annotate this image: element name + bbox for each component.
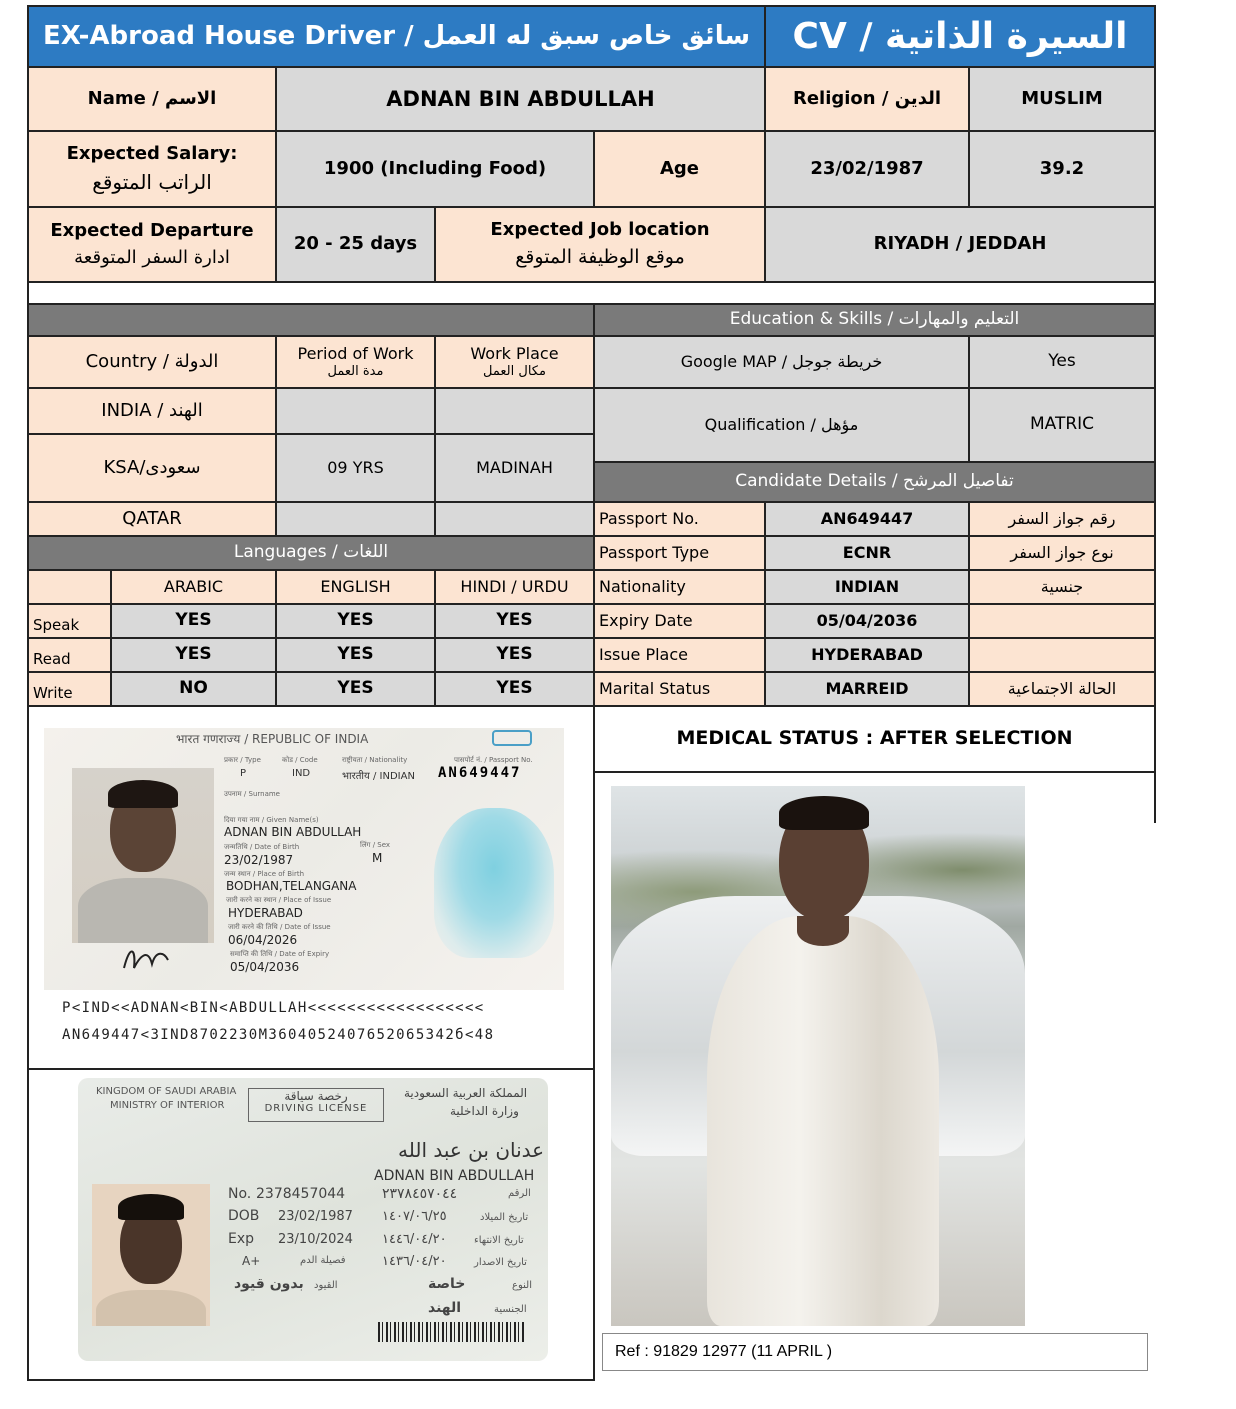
passport-type-text: P (240, 768, 247, 779)
religion-value (968, 66, 1156, 132)
cand-label-2-text: Passport Type (599, 543, 710, 562)
passport-code-text: IND (292, 768, 311, 779)
cand-ar-3 (968, 569, 1156, 605)
cand-label-4 (593, 603, 766, 639)
candidate-header (593, 461, 1156, 503)
cand-label-3-text: Nationality (599, 577, 686, 596)
license-type (428, 1276, 465, 1292)
lang-read-arabic-text: YES (175, 644, 212, 665)
passport-sex-text: M (372, 851, 383, 865)
lang-row-read-text: Read (33, 650, 71, 669)
lang-row-speak-text: Speak (33, 616, 80, 635)
country-header-text: Country / الدولة (85, 350, 219, 372)
license-no-label (228, 1186, 251, 1202)
license-no-label-text: No. (228, 1186, 252, 1202)
passport-nationality-label-text: राष्ट्रीयता / Nationality (342, 756, 408, 764)
license-title-ar: رخصة سياقة (284, 1089, 348, 1103)
license-moi-ar (450, 1104, 519, 1118)
license-ksa-en (96, 1086, 236, 1097)
lang-speak-hindi-text: YES (496, 610, 533, 631)
name-value-text: ADNAN BIN ABDULLAH (386, 86, 655, 111)
departure-label (27, 206, 277, 283)
lang-col-hindi (434, 569, 595, 605)
lang-read-english-text: YES (337, 644, 374, 665)
license-blood-ar-label (300, 1255, 346, 1266)
passport-header-text: भारत गणराज्य / REPUBLIC OF INDIA (176, 732, 369, 746)
license-moi-en (110, 1100, 224, 1111)
cand-label-1-text: Passport No. (599, 509, 699, 528)
passport-nationality-text: भारतीय / INDIAN (342, 771, 415, 782)
license-title-en: DRIVING LICENSE (264, 1103, 368, 1114)
license-exp-ar-text: ١٤٤٦/٠٤/٢٠ (382, 1232, 447, 1247)
exp-country-2-text: KSA/سعودى (103, 456, 201, 478)
passport-ghost-image (434, 808, 554, 958)
license-moi-ar-text: وزارة الداخلية (450, 1104, 519, 1118)
cv-title (27, 5, 766, 68)
departure-label-ar: ادارة السفر المتوقعة (74, 246, 230, 268)
license-type-label (512, 1280, 532, 1291)
cv-heading (764, 5, 1156, 68)
religion-label (764, 66, 970, 132)
passport-number-text: AN649447 (438, 765, 522, 781)
license-nationality-label (494, 1304, 527, 1315)
spacer-row (27, 281, 1156, 305)
lang-read-arabic (110, 637, 277, 673)
license-dob-text: 23/02/1987 (278, 1209, 353, 1224)
name-label-text: Name / الاسم (87, 87, 217, 109)
cand-label-3 (593, 569, 766, 605)
cand-value-1 (764, 501, 970, 537)
departure-value-text: 20 - 25 days (293, 233, 418, 255)
exp-place-2-text: MADINAH (476, 458, 553, 477)
exp-period-3 (275, 501, 436, 537)
lang-row-write-text: Write (33, 684, 73, 703)
job-location-label-ar: موقع الوظيفة المتوقع (515, 245, 685, 268)
cand-label-5 (593, 637, 766, 673)
passport-dob-label (224, 843, 299, 852)
name-label (27, 66, 277, 132)
license-no-ar (382, 1186, 457, 1202)
cand-label-1 (593, 501, 766, 537)
documents-divider (27, 1068, 595, 1070)
lang-write-english-text: YES (337, 678, 374, 699)
cand-ar-5 (968, 637, 1156, 673)
name-value (275, 66, 766, 132)
lang-speak-english-text: YES (337, 610, 374, 631)
license-dob-ar (382, 1209, 447, 1224)
medical-status (593, 705, 1156, 773)
license-exp-label-text: Exp (228, 1231, 255, 1247)
passport-mrz-2 (62, 1027, 494, 1043)
passport-code-label-text: कोड / Code (282, 756, 318, 764)
lang-speak-english (275, 603, 436, 639)
license-no-text: 2378457044 (256, 1186, 346, 1202)
passport-dob-text: 23/02/1987 (224, 853, 294, 867)
license-blood-ar-label-text: فصيلة الدم (300, 1255, 346, 1266)
passport-emblem (492, 730, 532, 746)
passport-doe-text: 05/04/2036 (230, 960, 300, 974)
license-name-ar-text: عدنان بن عبد الله (398, 1138, 545, 1162)
cand-ar-1-text: رقم جواز السفر (1008, 509, 1116, 528)
license-exp-ar-label (474, 1235, 524, 1246)
google-map-label (593, 335, 970, 389)
passport-doi-text: 06/04/2026 (228, 933, 298, 947)
candidate-photo (611, 786, 1025, 1326)
license-issue-ar-text: ١٤٣٦/٠٤/٢٠ (382, 1254, 447, 1269)
cand-label-2 (593, 535, 766, 571)
cand-value-4 (764, 603, 970, 639)
license-restrictions-label-text: القيود (314, 1280, 338, 1291)
cand-label-6 (593, 671, 766, 707)
passport-poi (228, 906, 303, 920)
lang-speak-arabic-text: YES (175, 610, 212, 631)
cand-ar-4 (968, 603, 1156, 639)
license-nationality (428, 1300, 461, 1316)
passport-doe-label-text: समाप्ति की तिथि / Date of Expiry (230, 950, 330, 958)
passport-mrz-1-text: P<IND<<ADNAN<BIN<ABDULLAH<<<<<<<<<<<<<<<<<< (62, 1000, 485, 1016)
license-barcode (378, 1322, 524, 1342)
cand-ar-1 (968, 501, 1156, 537)
license-exp-ar-label-text: تاريخ الانتهاء (474, 1235, 524, 1246)
place-header-en: Work Place (470, 343, 559, 363)
departure-value (275, 206, 436, 283)
passport-mrz-2-text: AN649447<3IND8702230M3604052407652065342б<48 (62, 1027, 495, 1043)
period-header (275, 335, 436, 389)
passport-signature (118, 938, 178, 978)
lang-write-arabic (110, 671, 277, 707)
cand-value-2-text: ECNR (842, 543, 892, 562)
passport-no-label-text: पासपोर्ट नं. / Passport No. (454, 756, 533, 764)
google-map-label-text: Google MAP / خريطة جوجل (680, 352, 883, 371)
age-value-text: 39.2 (1039, 157, 1085, 179)
license-no-ar-label (508, 1188, 531, 1199)
passport-photo-shirt (78, 878, 208, 943)
license-dob-ar-label-text: تاريخ الميلاد (480, 1212, 529, 1223)
lang-col-arabic-text: ARABIC (163, 577, 224, 596)
country-header (27, 335, 277, 389)
passport-code-label (282, 756, 318, 765)
salary-label-en: Expected Salary: (66, 143, 238, 165)
dob-value-text: 23/02/1987 (810, 157, 924, 179)
license-issue-ar-label-text: تاريخ الاصدار (474, 1257, 527, 1268)
salary-label (27, 130, 277, 208)
exp-country-3-text: QATAR (122, 507, 182, 529)
license-dob-label-text: DOB (228, 1208, 260, 1224)
cand-ar-2 (968, 535, 1156, 571)
license-image (78, 1078, 548, 1361)
license-dob-label (228, 1208, 259, 1224)
cand-value-3-text: INDIAN (834, 577, 900, 596)
passport-poi-text: HYDERABAD (228, 906, 303, 920)
lang-row-write (27, 671, 112, 707)
passport-type-label-text: प्रकार / Type (224, 756, 261, 764)
cand-value-2 (764, 535, 970, 571)
passport-code (292, 768, 310, 779)
cand-ar-2-text: نوع جواز السفر (1010, 543, 1114, 562)
cand-value-1-text: AN649447 (820, 509, 914, 528)
reference-text: Ref : 91829 12977 (11 APRIL ) (615, 1343, 833, 1360)
lang-write-english (275, 671, 436, 707)
passport-nationality-label (342, 756, 407, 765)
exp-country-1 (27, 387, 277, 435)
license-no (256, 1186, 345, 1202)
license-dob-ar-label (480, 1212, 528, 1223)
passport-poi-label (226, 896, 331, 905)
passport-doe-label (230, 950, 329, 959)
cv-title-text: EX-Abroad House Driver / سائق خاص سبق له العمل (42, 21, 751, 52)
lang-write-hindi (434, 671, 595, 707)
passport-doi (228, 933, 297, 947)
passport-type (240, 768, 246, 779)
reference-box (602, 1333, 1148, 1371)
departure-label-en: Expected Departure (50, 220, 254, 241)
license-no-ar-text: ٢٣٧٨٤٥٧٠٤٤ (382, 1186, 458, 1202)
passport-doi-label (228, 923, 331, 932)
passport-poi-label-text: जारी करने का स्थान / Place of Issue (226, 896, 332, 904)
passport-doe (230, 960, 299, 974)
license-ksa-en-text: KINGDOM OF SAUDI ARABIA (96, 1086, 237, 1097)
salary-value (275, 130, 595, 208)
cand-value-5 (764, 637, 970, 673)
license-issue-ar (382, 1254, 447, 1269)
period-header-en: Period of Work (297, 343, 414, 363)
license-photo-shirt (96, 1290, 206, 1326)
google-map-value-text: Yes (1048, 351, 1076, 372)
religion-label-text: Religion / الدين (792, 87, 942, 109)
passport-dob-label-text: जन्मतिथि / Date of Birth (224, 843, 300, 851)
qualification-value (968, 387, 1156, 463)
place-header-ar: مكال العمل (483, 363, 546, 379)
license-restrictions-label (314, 1280, 338, 1291)
lang-row-speak (27, 603, 112, 639)
lang-write-hindi-text: YES (496, 678, 533, 699)
license-exp-label (228, 1231, 254, 1247)
cand-value-5-text: HYDERABAD (811, 645, 923, 664)
exp-country-2 (27, 433, 277, 503)
passport-dob (224, 853, 293, 867)
lang-speak-hindi (434, 603, 595, 639)
license-exp-text: 23/10/2024 (278, 1232, 353, 1247)
passport-header (176, 730, 368, 747)
cand-label-6-text: Marital Status (599, 679, 711, 698)
experience-header (27, 303, 595, 337)
job-location-value-text: RIYADH / JEDDAH (873, 233, 1047, 255)
passport-photo-hair (108, 780, 178, 808)
languages-header-text: Languages / اللغات (233, 542, 389, 563)
license-issue-ar-label (474, 1257, 527, 1268)
job-location-label (434, 206, 766, 283)
lang-col-english-text: ENGLISH (320, 577, 391, 596)
cand-label-4-text: Expiry Date (599, 611, 693, 630)
passport-pob-text: BODHAN,TELANGANA (226, 879, 357, 893)
passport-type-label (224, 756, 261, 765)
passport-given (224, 825, 361, 839)
lang-write-arabic-text: NO (179, 678, 208, 699)
education-header (593, 303, 1156, 337)
period-header-ar: مدة العمل (327, 363, 384, 379)
lang-read-hindi-text: YES (496, 644, 533, 665)
passport-pob (226, 879, 356, 893)
license-restrictions (234, 1276, 304, 1292)
cand-ar-3-text: جنسية (1040, 577, 1084, 596)
cand-ar-6 (968, 671, 1156, 707)
license-exp (278, 1232, 353, 1247)
cand-value-6 (764, 671, 970, 707)
license-name-en (374, 1168, 534, 1184)
religion-value-text: MUSLIM (1021, 87, 1103, 109)
salary-value-text: 1900 (Including Food) (323, 157, 547, 179)
age-label-text: Age (659, 157, 700, 179)
cand-value-3 (764, 569, 970, 605)
license-no-ar-label-text: الرقم (508, 1188, 531, 1199)
place-header (434, 335, 595, 389)
passport-number (438, 765, 521, 781)
cand-value-4-text: 05/04/2036 (816, 611, 918, 630)
license-title (248, 1088, 384, 1122)
license-exp-ar (382, 1232, 447, 1247)
cand-label-5-text: Issue Place (599, 645, 688, 664)
license-blood (242, 1254, 260, 1268)
passport-pob-label (224, 870, 304, 879)
license-restrictions-text: بدون قيود (234, 1276, 304, 1292)
passport-sex (372, 851, 382, 865)
photo-person-collar (797, 916, 849, 946)
cand-value-6-text: MARREID (825, 679, 909, 698)
license-photo (92, 1184, 210, 1326)
exp-place-2 (434, 433, 595, 503)
education-header-text: Education & Skills / التعليم والمهارات (729, 309, 1020, 330)
license-nationality-label-text: الجنسية (494, 1304, 527, 1315)
passport-mrz-1 (62, 1000, 485, 1016)
dob-value (764, 130, 970, 208)
license-name-ar (398, 1138, 544, 1162)
passport-image (44, 728, 564, 990)
salary-label-ar: الراتب المتوقع (92, 169, 212, 194)
license-nationality-text: الهند (428, 1300, 462, 1316)
lang-col-english (275, 569, 436, 605)
passport-surname-label-text: उपनाम / Surname (224, 790, 280, 798)
qualification-label-text: Qualification / مؤهل (704, 415, 859, 434)
lang-row-read (27, 637, 112, 673)
passport-given-label (224, 816, 319, 825)
passport-photo (72, 768, 214, 943)
license-type-text: خاصة (428, 1276, 466, 1292)
license-ksa-ar-text: المملكة العربية السعودية (404, 1086, 528, 1100)
exp-period-2-text: 09 YRS (327, 458, 384, 477)
license-type-label-text: النوع (512, 1280, 532, 1291)
job-location-value (764, 206, 1156, 283)
age-value (968, 130, 1156, 208)
qualification-value-text: MATRIC (1029, 414, 1095, 435)
exp-place-3 (434, 501, 595, 537)
passport-given-text: ADNAN BIN ABDULLAH (224, 825, 362, 839)
lang-read-english (275, 637, 436, 673)
lang-corner (27, 569, 112, 605)
candidate-header-text: Candidate Details / تفاصيل المرشح (735, 471, 1014, 492)
lang-read-hindi (434, 637, 595, 673)
photo-person-hair (779, 796, 869, 830)
photo-person-shirt (707, 916, 939, 1326)
lang-col-arabic (110, 569, 277, 605)
passport-pob-label-text: जन्म स्थान / Place of Birth (224, 870, 305, 878)
passport-sex-label (360, 841, 390, 850)
license-moi-en-text: MINISTRY OF INTERIOR (110, 1100, 225, 1111)
cand-ar-6-text: الحالة الاجتماعية (1007, 679, 1117, 698)
exp-place-1 (434, 387, 595, 435)
passport-surname-label (224, 790, 280, 799)
job-location-label-en: Expected Job location (490, 219, 710, 241)
lang-speak-arabic (110, 603, 277, 639)
passport-no-label (454, 756, 533, 765)
photo-frame-right-border (1154, 771, 1156, 823)
license-name-en-text: ADNAN BIN ABDULLAH (374, 1168, 535, 1184)
passport-given-label-text: दिया गया नाम / Given Name(s) (224, 816, 319, 824)
passport-nationality (342, 768, 415, 782)
age-label (593, 130, 766, 208)
google-map-value (968, 335, 1156, 389)
license-blood-text: A+ (242, 1254, 261, 1268)
exp-country-1-text: INDIA / الهند (101, 399, 203, 421)
license-ksa-ar (404, 1086, 527, 1100)
passport-sex-label-text: लिंग / Sex (360, 841, 391, 849)
license-dob (278, 1209, 353, 1224)
exp-period-1 (275, 387, 436, 435)
medical-status-text: MEDICAL STATUS : AFTER SELECTION (676, 727, 1073, 750)
exp-country-3 (27, 501, 277, 537)
lang-col-hindi-text: HINDI / URDU (460, 577, 569, 596)
qualification-label (593, 387, 970, 463)
cv-heading-text: CV / السيرة الذاتية (792, 16, 1128, 57)
passport-doi-label-text: जारी करने की तिथि / Date of Issue (228, 923, 331, 931)
languages-header (27, 535, 595, 571)
license-dob-ar-text: ١٤٠٧/٠٦/٢٥ (382, 1209, 447, 1224)
license-photo-hair (118, 1194, 184, 1220)
exp-period-2 (275, 433, 436, 503)
